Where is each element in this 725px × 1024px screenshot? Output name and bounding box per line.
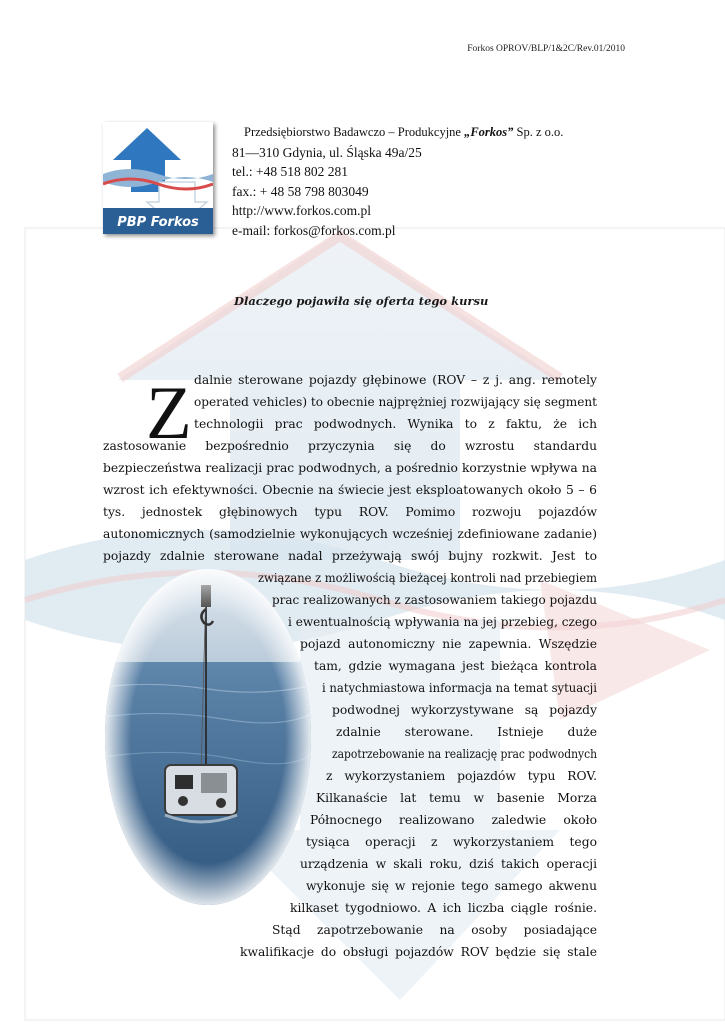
website-link[interactable]: http://www.forkos.com.pl bbox=[232, 203, 371, 219]
body-line: pojazdy zdalnie sterowane nadal przeżywają swój bujny rozkwit. Jest to bbox=[103, 549, 597, 563]
document-reference: Forkos OPROV/BLP/1&2C/Rev.01/2010 bbox=[467, 44, 625, 54]
logo-text: PBP Forkos bbox=[117, 215, 199, 230]
body-line: wzrost ich efektywności. Obecnie na świecie jest eksploatowanych około 5 – 6 bbox=[103, 483, 597, 497]
body-line: operated vehicles) to obecnie najprężniej rozwijający się segment bbox=[194, 395, 597, 409]
body-line: dalnie sterowane pojazdy głębinowe (ROV – z j. ang. remotely bbox=[194, 373, 597, 387]
body-line: kwalifikacje do obsługi pojazdów ROV będzie się stale bbox=[240, 945, 597, 959]
body-line: wykonuje się w rejonie tego samego akwenu bbox=[306, 879, 597, 893]
body-line: i natychmiastowa informacja na temat sytuacji bbox=[322, 681, 597, 695]
body-line: prac realizowanych z zastosowaniem takiego pojazdu bbox=[272, 593, 597, 607]
body-line: technologii prac podwodnych. Wynika to z faktu, że ich bbox=[194, 417, 597, 431]
body-line: zdalnie sterowane. Istnieje duże bbox=[336, 725, 597, 739]
body-line: pojazd autonomiczny nie zapewnia. Wszędzie bbox=[300, 637, 597, 651]
body-line: tam, gdzie wymagana jest bieżąca kontrola bbox=[314, 659, 597, 673]
body-line: z wykorzystaniem pojazdów typu ROV. bbox=[326, 769, 597, 783]
body-line: tysiąca operacji z wykorzystaniem tego bbox=[306, 835, 597, 849]
fax-number: fax.: + 48 58 798 803049 bbox=[232, 183, 369, 199]
body-line: związane z możliwością bieżącej kontroli nad przebiegiem bbox=[258, 571, 597, 585]
phone-number: tel.: +48 518 802 281 bbox=[232, 164, 348, 180]
company-prefix: Przedsiębiorstwo Badawczo – Produkcyjne bbox=[244, 125, 461, 139]
body-line: kilkaset tygodniowo. A ich liczba ciągle rośnie. bbox=[290, 901, 597, 915]
company-name: „Forkos” bbox=[464, 125, 514, 139]
email-link[interactable]: e-mail: forkos@forkos.com.pl bbox=[232, 222, 396, 238]
body-line: podwodnej wykorzystywane są pojazdy bbox=[332, 703, 597, 717]
body-line: Stąd zapotrzebowanie na osoby posiadające bbox=[272, 923, 597, 937]
company-line bbox=[232, 123, 563, 143]
body-line: Północnego realizowano zaledwie około bbox=[310, 813, 597, 827]
company-logo bbox=[103, 122, 213, 234]
drop-cap: Z bbox=[146, 372, 192, 455]
rov-photo bbox=[103, 567, 313, 907]
company-suffix: Sp. z o.o. bbox=[516, 125, 564, 139]
section-heading: Dlaczego pojawiła się oferta tego kursu bbox=[234, 294, 489, 308]
body-line: urządzenia w skali roku, dziś takich operacji bbox=[300, 857, 597, 871]
body-line: zapotrzebowanie na realizację prac podwodnych bbox=[332, 747, 597, 761]
address-block bbox=[232, 123, 563, 241]
body-line: i ewentualnością wpływania na jej przebieg, czego bbox=[288, 615, 597, 629]
body-line: tys. jednostek głębinowych typu ROV. Pomimo rozwoju pojazdów bbox=[103, 505, 597, 519]
body-line: zastosowanie bezpośrednio przyczynia się do wzrostu standardu bbox=[103, 439, 597, 453]
body-line: Kilkanaście lat temu w basenie Morza bbox=[316, 791, 597, 805]
body-line: autonomicznych (samodzielnie wykonujących wcześniej zdefiniowane zadanie) bbox=[103, 527, 597, 541]
body-line: bezpieczeństwa realizacji prac podwodnych, a pośrednio korzystnie wpływa na bbox=[103, 461, 597, 475]
postal-address: 81—310 Gdynia, ul. Śląska 49a/25 bbox=[232, 144, 422, 160]
